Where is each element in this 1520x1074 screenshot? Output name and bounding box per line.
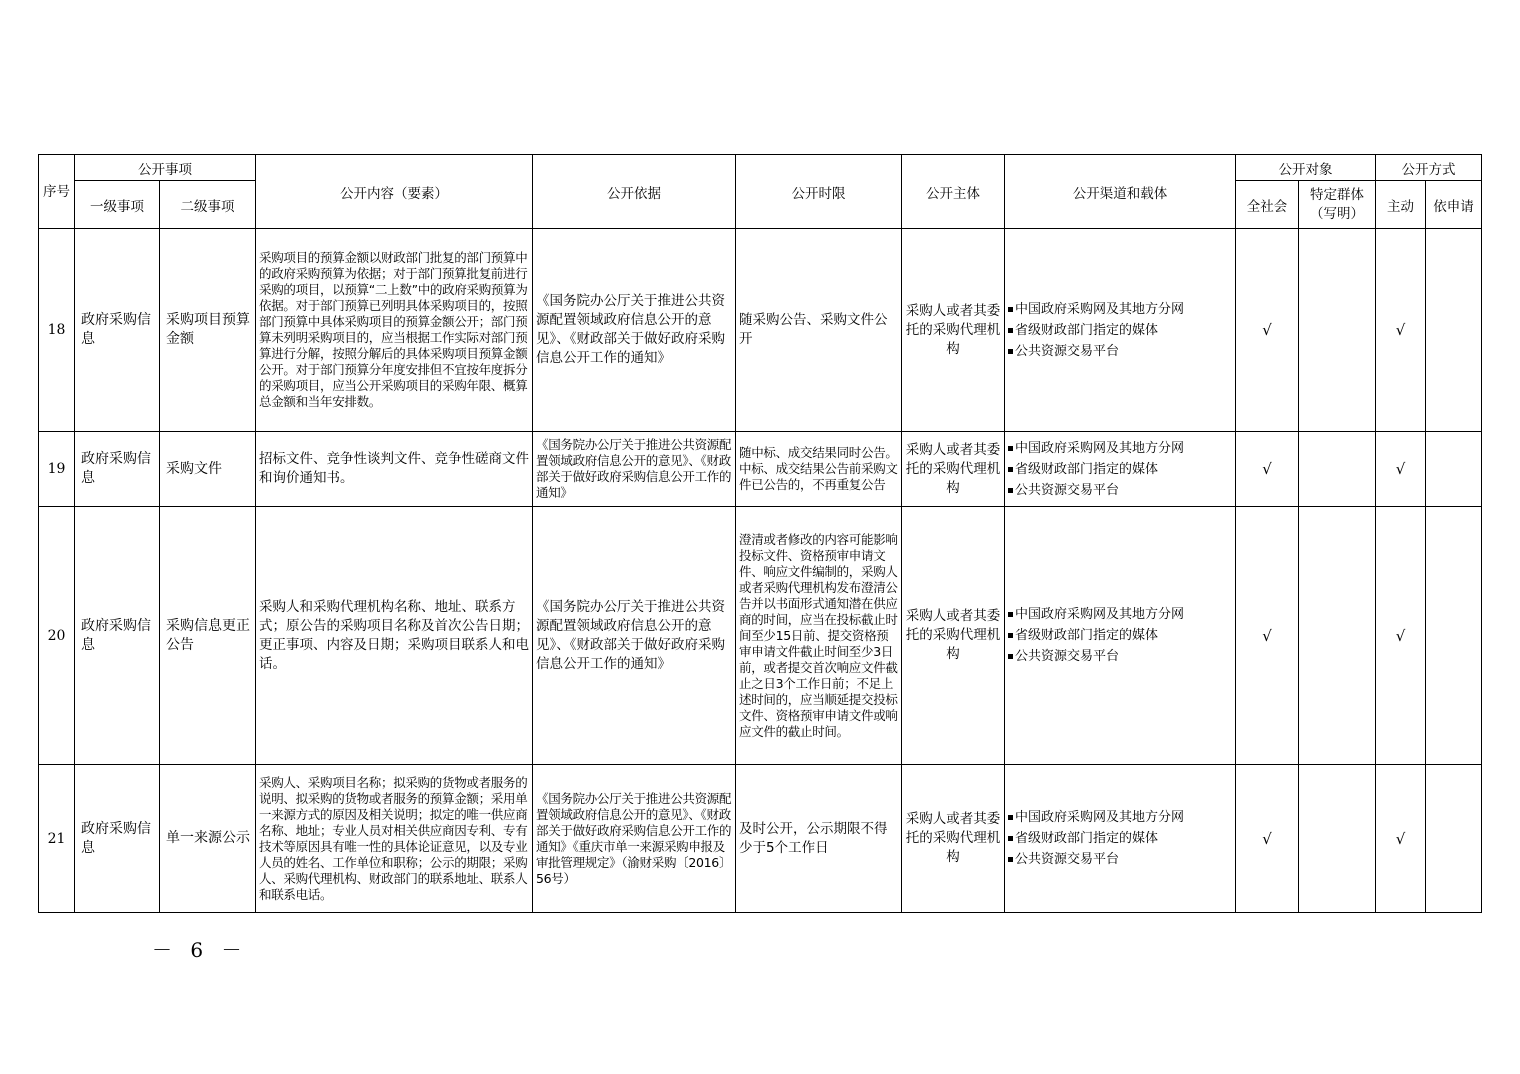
channel-item: 公共资源交易平台 (1008, 480, 1232, 501)
row-subject: 采购人或者其委托的采购代理机构 (902, 765, 1005, 913)
header-specific-group: 特定群体（写明） (1299, 181, 1376, 229)
header-deadline: 公开时限 (736, 155, 902, 229)
header-whole-society: 全社会 (1236, 181, 1299, 229)
row-subject: 采购人或者其委托的采购代理机构 (902, 229, 1005, 432)
row-basis: 《国务院办公厅关于推进公共资源配置领域政府信息公开的意见》、《财政部关于做好政府采购信息公开工作的通知》 (533, 507, 736, 765)
row-subject: 采购人或者其委托的采购代理机构 (902, 507, 1005, 765)
channel-item: 省级财政部门指定的媒体 (1008, 625, 1232, 646)
on-request-cell (1426, 432, 1482, 507)
channel-item: 省级财政部门指定的媒体 (1008, 459, 1232, 480)
bullet-square-icon (1008, 633, 1013, 638)
row-channels (1005, 507, 1236, 765)
whole-society-check: √ (1236, 507, 1299, 765)
row-deadline: 澄清或者修改的内容可能影响投标文件、资格预审申请文件、响应文件编制的，采购人或者采购代理机构发布澄清公告并以书面形式通知潜在供应商的时间，应当在投标截止时间至少15日前、提交资格预审申请文件截止时间至少3日前，或者提交首次响应文件截止之日3个工作日前；不足上述时间的，应当顺延提交投标文件、资格预审申请文件或响应文件的截止时间。 (736, 507, 902, 765)
row-level2: 单一来源公示 (160, 765, 256, 913)
on-request-cell (1426, 507, 1482, 765)
channel-item: 公共资源交易平台 (1008, 646, 1232, 667)
header-subject: 公开主体 (902, 155, 1005, 229)
row-content: 采购人、采购项目名称；拟采购的货物或者服务的说明、拟采购的货物或者服务的预算金额；采用单一来源方式的原因及相关说明；拟定的唯一供应商名称、地址；专业人员对相关供应商因专利、专有技术等原因具有唯一性的具体论证意见，以及专业人员的姓名、工作单位和职称；公示的期限；采购人、采购代理机构、财政部门的联系地址、联系人和联系电话。 (256, 765, 533, 913)
bullet-square-icon (1008, 815, 1013, 820)
channel-item: 省级财政部门指定的媒体 (1008, 828, 1232, 849)
row-subject: 采购人或者其委托的采购代理机构 (902, 432, 1005, 507)
row-seq: 21 (39, 765, 75, 913)
row-level2: 采购信息更正公告 (160, 507, 256, 765)
row-level1: 政府采购信息 (75, 432, 160, 507)
bullet-square-icon (1008, 836, 1013, 841)
header-level1: 一级事项 (75, 181, 160, 229)
page-number: － 6 － (152, 938, 248, 962)
header-on-request: 依申请 (1426, 181, 1482, 229)
header-item-group: 公开事项 (75, 155, 256, 181)
header-basis: 公开依据 (533, 155, 736, 229)
row-level1: 政府采购信息 (75, 765, 160, 913)
header-active: 主动 (1376, 181, 1426, 229)
row-level1: 政府采购信息 (75, 507, 160, 765)
row-seq: 19 (39, 432, 75, 507)
row-channels (1005, 229, 1236, 432)
row-basis: 《国务院办公厅关于推进公共资源配置领域政府信息公开的意见》、《财政部关于做好政府采购信息公开工作的通知》 (533, 432, 736, 507)
specific-group-cell (1299, 229, 1376, 432)
specific-group-cell (1299, 765, 1376, 913)
bullet-square-icon (1008, 307, 1013, 312)
whole-society-check: √ (1236, 432, 1299, 507)
header-target-group: 公开对象 (1236, 155, 1376, 181)
disclosure-table (38, 154, 1482, 913)
bullet-square-icon (1008, 349, 1013, 354)
row-deadline: 随中标、成交结果同时公告。中标、成交结果公告前采购文件已公告的，不再重复公告 (736, 432, 902, 507)
row-deadline: 及时公开，公示期限不得少于5个工作日 (736, 765, 902, 913)
row-basis: 《国务院办公厅关于推进公共资源配置领域政府信息公开的意见》、《财政部关于做好政府采购信息公开工作的通知》《重庆市单一来源采购申报及审批管理规定》（渝财采购〔2016〕56号） (533, 765, 736, 913)
row-content: 招标文件、竞争性谈判文件、竞争性磋商文件和询价通知书。 (256, 432, 533, 507)
channel-item: 中国政府采购网及其地方分网 (1008, 299, 1232, 320)
row-content: 采购项目的预算金额以财政部门批复的部门预算中的政府采购预算为依据；对于部门预算批复前进行采购的项目，以预算“二上数”中的政府采购预算为依据。对于部门预算已列明具体采购项目的，按照部门预算中具体采购项目的预算金额公开；部门预算未列明采购项目的，应当根据工作实际对部门预算进行分解，按照分解后的具体采购项目预算金额公开。对于部门预算分年度安排但不宜按年度拆分的采购项目，应当公开采购项目的采购年限、概算总金额和当年安排数。 (256, 229, 533, 432)
whole-society-check: √ (1236, 229, 1299, 432)
bullet-square-icon (1008, 446, 1013, 451)
specific-group-cell (1299, 432, 1376, 507)
channel-item: 省级财政部门指定的媒体 (1008, 320, 1232, 341)
table-row (39, 507, 1482, 765)
channel-item: 公共资源交易平台 (1008, 341, 1232, 362)
table-row (39, 229, 1482, 432)
bullet-square-icon (1008, 654, 1013, 659)
bullet-square-icon (1008, 488, 1013, 493)
header-level2: 二级事项 (160, 181, 256, 229)
row-basis: 《国务院办公厅关于推进公共资源配置领域政府信息公开的意见》、《财政部关于做好政府采购信息公开工作的通知》 (533, 229, 736, 432)
header-content: 公开内容（要素） (256, 155, 533, 229)
header-seq: 序号 (39, 155, 75, 229)
whole-society-check: √ (1236, 765, 1299, 913)
bullet-square-icon (1008, 857, 1013, 862)
table-row (39, 765, 1482, 913)
row-channels (1005, 765, 1236, 913)
row-level1: 政府采购信息 (75, 229, 160, 432)
bullet-square-icon (1008, 467, 1013, 472)
table-row (39, 432, 1482, 507)
on-request-cell (1426, 765, 1482, 913)
row-level2: 采购项目预算金额 (160, 229, 256, 432)
row-level2: 采购文件 (160, 432, 256, 507)
row-deadline: 随采购公告、采购文件公开 (736, 229, 902, 432)
active-check: √ (1376, 765, 1426, 913)
row-seq: 20 (39, 507, 75, 765)
bullet-square-icon (1008, 328, 1013, 333)
header-method-group: 公开方式 (1376, 155, 1482, 181)
active-check: √ (1376, 507, 1426, 765)
active-check: √ (1376, 432, 1426, 507)
row-seq: 18 (39, 229, 75, 432)
active-check: √ (1376, 229, 1426, 432)
row-content: 采购人和采购代理机构名称、地址、联系方式；原公告的采购项目名称及首次公告日期；更正事项、内容及日期；采购项目联系人和电话。 (256, 507, 533, 765)
channel-item: 公共资源交易平台 (1008, 849, 1232, 870)
specific-group-cell (1299, 507, 1376, 765)
channel-item: 中国政府采购网及其地方分网 (1008, 807, 1232, 828)
bullet-square-icon (1008, 612, 1013, 617)
channel-item: 中国政府采购网及其地方分网 (1008, 438, 1232, 459)
on-request-cell (1426, 229, 1482, 432)
row-channels (1005, 432, 1236, 507)
channel-item: 中国政府采购网及其地方分网 (1008, 604, 1232, 625)
header-channel: 公开渠道和载体 (1005, 155, 1236, 229)
